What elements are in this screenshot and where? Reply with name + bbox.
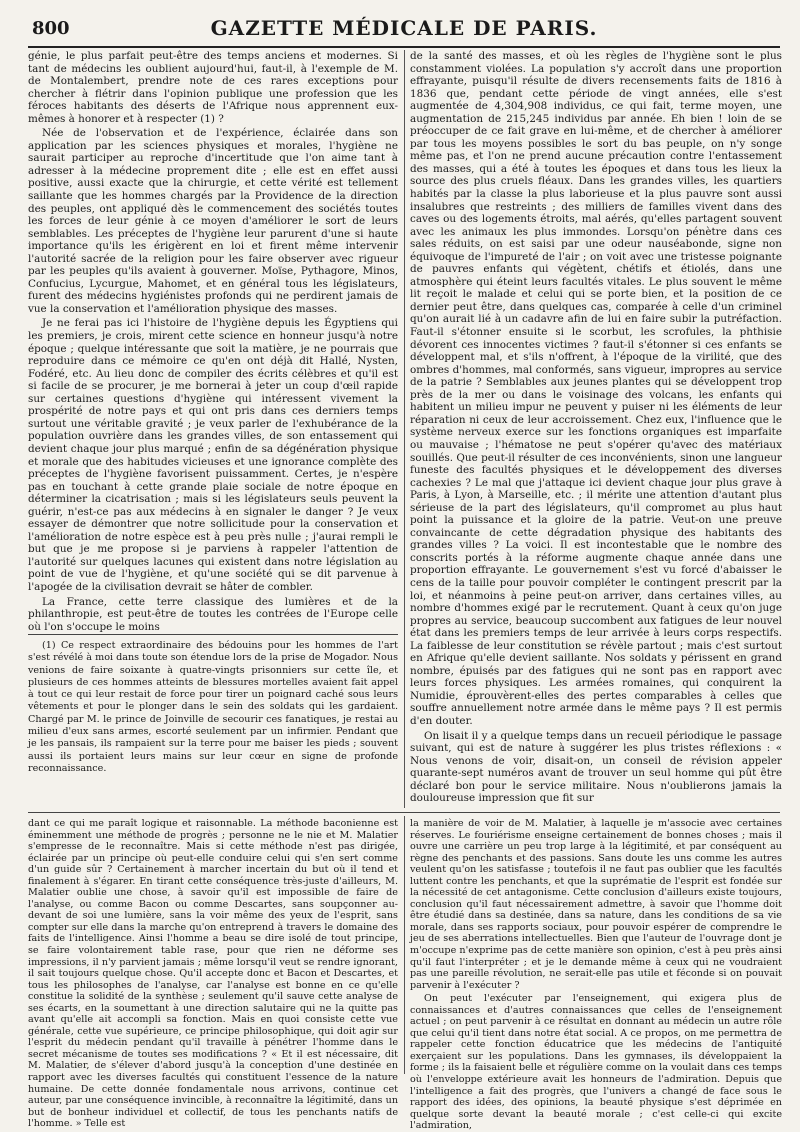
footnote-text: (1) Ce respect extraordinaire des bédouins pour les hommes de l'art s'est révélé à moi dans toute son étendue lors de la prise de Mogador. Nous venions de faire soixante à quatre-vingts prisonniers sur cette île, et plusieurs de ces hommes atteints de blessures mortelles avaient fait appel à tout ce qui leur restait de force pour tirer un poignard caché sous leurs vêtements et pour le plonger dans le sein des soldats qui les gardaient. Chargé par M. le prince de Joinville de secourir ces fanatiques, je restai au milieu d'eux sans armes, escorté seulement par un infirmier. Pendant que je les pansais, ils rampaient sur la terre pour me baiser les pieds ; souvent aussi ils portaient leurs mains sur leur cœur en signe de profonde reconnaissance. <box>28 640 398 774</box>
paragraph: Née de l'observation et de l'expérience, éclairée dans son application par les sciences physiques et morales, l'hygiène ne saurait participer au reproche d'incertitude que l'on aime tant à adresser à la médecine proprement dite ; elle est en effet aussi positive, aussi exacte que la chirurgie, et cette vérité est tellement saillante que les hommes chargés par la Providence de la direction des peuples, ont appliqué dès le commencement des sociétés toutes les forces de leur génie à ce moyen d'améliorer le sort de leurs semblables. Les préceptes de l'hygiène leur parurent d'une si haute importance qu'ils les érigèrent en loi et firent même intervenir l'autorité sacrée de la religion pour les faire observer avec rigueur par les peuples qu'ils avaient à gouverner. Moïse, Pythagore, Minos, Confucius, Lycurgue, Mahomet, et en général tous les législateurs, furent des médecins hygiénistes profonds qui ne perdirent jamais de vue la conservation et l'amélioration physique des masses. <box>28 127 398 315</box>
column-divider <box>404 816 405 1074</box>
column-bottom-right <box>410 818 782 1132</box>
footnote <box>28 640 398 805</box>
paragraph: dant ce qui me paraît logique et raisonnable. La méthode baconienne est éminemment une méthode de progrès ; personne ne le nie et M. Malatier s'empresse de le reconnaître. Mais si cette méthode n'est pas dirigée, éclairée par un principe où peut-elle conduire celui qui s'en sert comme d'un guide sûr ? Certainement à marcher incertain du but où il tend et finalement à s'égarer. En tirant cette conséquence très-juste d'ailleurs, M. Malatier oublie une chose, à savoir qu'il est impossible de faire de l'analyse, ou comme Bacon ou comme Descartes, sans soupçonner au-devant de soi une lumière, sans la voir même des yeux de l'esprit, sans compter sur elle dans la marche qu'on entreprend à travers le domaine des faits de l'intelligence. Ainsi l'homme a beau se dire isolé de tout principe, se faire volontairement table rase, pour que rien ne déforme ses impressions, il n'y parvient jamais ; même lorsqu'il veut se rendre ignorant, il sait toujours quelque chose. Qu'il accepte donc et Bacon et Descartes, et tous les philosophes de l'analyse, car l'analyse est bonne en ce qu'elle constitue la solidité de la synthèse ; seulement qu'il sauve cette analyse de ses écarts, en la soumettant à une direction salutaire qui ne la quitte pas avant qu'elle ait accompli sa fonction. Mais en quoi consiste cette vue générale, cette vue supérieure, ce principe philosophique, qui doit agir sur l'esprit du médecin pendant qu'il travaille à pénétrer l'homme dans le secret mécanisme de toutes ses modifications ? « Et il est nécessaire, dit M. Malatier, de s'élever d'abord jusqu'à la conception d'une destinée en rapport avec les diverses facultés qui constituent l'essence de la nature humaine. De cette donnée fondamentale nous arrivons, continue cet auteur, par une conséquence invincible, à reconnaître la légitimité, dans un but de bonheur individuel et collectif, de tous les penchants natifs de l'homme. » Telle est <box>28 818 398 1130</box>
paragraph: Je ne ferai pas ici l'histoire de l'hygiène depuis les Égyptiens qui les premiers, je crois, mirent cette science en honneur jusqu'à notre époque ; quelque intéressante que soit la matière, je ne pourrais que reproduire dans ce mémoire ce qu'en ont déjà dit Hallé, Nysten, Fodéré, etc. Au lieu donc de compiler des écrits célèbres et qu'il est si facile de se procurer, je me bornerai à jeter un coup d'œil rapide sur certaines questions d'hygiène qui intéressent vivement la prospérité de notre pays et qui ont pris dans ces derniers temps surtout une véritable gravité ; je veux parler de l'exhubérance de la population ouvrière dans les grandes villes, de son entassement qui devient chaque jour plus marqué ; enfin de sa dégénération physique et morale que des habitudes vicieuses et une ignorance complète des préceptes de l'hygiène favorisent puissamment. Certes, je n'espère pas en touchant à cette grande plaie sociale de notre époque en déterminer la cicatrisation ; mais si les législateurs seuls peuvent la guérir, n'est-ce pas aux médecins à en signaler le danger ? Je veux essayer de démontrer que notre sollicitude pour la conservation et l'amélioration de notre espèce est à peu près nulle ; j'aurai rempli le but que je me propose si je parviens à rappeler l'attention de l'autorité sur quelques lacunes qui existent dans notre législation au point de vue de l'hygiène, et qu'une société qui se dit parvenue à l'apogée de la civilisation devrait se hâter de combler. <box>28 317 398 593</box>
paragraph: On lisait il y a quelque temps dans un recueil périodique le passage suivant, qui est de nature à suggérer les plus tristes réflexions : « Nous venons de voir, disait-on, un conseil de révision appeler quarante-sept numéros avant de trouver un seul homme qui pût être déclaré bon pour le service militaire. Nous n'oublierons jamais la douloureuse impression que fit sur <box>410 729 782 805</box>
footnote-rule <box>28 634 398 635</box>
paragraph: génie, le plus parfait peut-être des temps anciens et modernes. Si tant de médecins les oublient aujourd'hui, faut-il, à l'exemple de M. de Montalembert, prendre note de ces rares exceptions pour chercher à flétrir dans l'opinion publique une profession que les féroces habitants des déserts de l'Afrique nous apprennent eux-mêmes à honorer et à respecter (1) ? <box>28 50 398 125</box>
column-divider <box>404 50 405 808</box>
page-header <box>28 8 780 48</box>
column-top-left <box>28 50 398 633</box>
paragraph: On peut l'exécuter par l'enseignement, qui exigera plus de connaissances et d'autres connaissances que celles de l'enseignement actuel ; on peut parvenir à ce résultat en donnant au médecin un autre rôle que celui qu'il tient dans notre état social. A ce propos, on me permettra de rappeler cette fonction éducatrice que les médecins de l'antiquité exerçaient sur les populations. Dans les gymnases, ils développaient la forme ; ils la faisaient belle et régulière comme on la voulait dans ces temps où l'enveloppe extérieure avait les honneurs de l'admiration. Depuis que l'intelligence a fait des progrès, que l'univers a changé de face sous le rapport des idées, des opinions, la beauté physique s'est déprimée en quelque sorte devant la beauté morale ; c'est celle-ci qui excite l'admiration, <box>410 993 782 1132</box>
section-rule <box>28 812 780 813</box>
page-number: 800 <box>32 18 70 39</box>
journal-title: GAZETTE MÉDICALE DE PARIS. <box>210 16 598 40</box>
paragraph: la manière de voir de M. Malatier, à laquelle je m'associe avec certaines réserves. Le fouriérisme enseigne certainement de bonnes choses ; mais il ouvre une carrière un peu trop large à la légitimité, et par conséquent au règne des penchants et des passions. Sans doute les uns comme les autres veulent qu'on les satisfasse ; toutefois il ne faut pas oublier que les facultés luttent contre les penchants, et que la suprématie de l'esprit est fondée sur la nécessité de cet antagonisme. Cette conclusion d'ailleurs existe toujours, conclusion qu'il faut nécessairement admettre, à savoir que l'homme doit être étudié dans sa destinée, dans sa nature, dans les conditions de sa vie morale, dans ses rapports sociaux, pour pouvoir espérer de comprendre le jeu de ses aberrations intellectuelles. Bien que l'auteur de l'ouvrage dont je m'occupe n'exprime pas de cette manière son opinion, c'est à peu près ainsi qu'il faut l'interpréter ; et je le demande même à ceux qui ne voudraient pas une pareille révolution, ne serait-elle pas utile et féconde si on pouvait parvenir à l'exécuter ? <box>410 818 782 991</box>
column-top-right <box>410 50 782 808</box>
column-bottom-left <box>28 818 398 1130</box>
paragraph: de la santé des masses, et où les règles de l'hygiène sont le plus constamment violées. La population s'y accroît dans une proportion effrayante, puisqu'il résulte de divers recensements faits de 1816 à 1836 que, pendant cette période de vingt années, elle s'est augmentée de 4,304,908 individus, ce qui fait, terme moyen, une augmentation de 215,245 individus par année. Eh bien ! loin de se préoccuper de ce fait grave en lui-même, et de chercher à améliorer par tous les moyens possibles le sort du bas peuple, on n'y songe même pas, et l'on ne prend aucune précaution contre l'entassement des masses, qui a été à toutes les époques et dans tous les lieux la source des plus cruels fléaux. Dans les grandes villes, les quartiers habités par la classe la plus laborieuse et la plus pauvre sont aussi insalubres que restreints ; des milliers de familles vivent dans des caves ou des logements étroits, mal aérés, qu'elles partagent souvent avec les animaux les plus immondes. Lorsqu'on pénètre dans ces sales réduits, on est saisi par une odeur nauséabonde, signe non équivoque de l'impureté de l'air ; on voit avec une tristesse poignante de pauvres enfants qui végètent, chétifs et étiolés, dans une atmosphère qui éteint leurs facultés vitales. Le plus souvent le même lit reçoit le malade et celui qui se porte bien, et la position de ce dernier peut être, dans quelques cas, comparée à celle d'un criminel qu'on aurait lié à un cadavre afin de lui en faire subir la putréfaction. Faut-il s'étonner ensuite si le scorbut, les scrofules, la phthisie dévorent ces innocentes victimes ? faut-il s'étonner si ces enfants se développent mal, et s'ils n'offrent, à l'époque de la virilité, que des ombres d'hommes, mal conformés, sans vigueur, impropres au service de la patrie ? Semblables aux jeunes plantes qui se développent trop près de la mer ou dans le voisinage des volcans, les enfants qui habitent un milieu impur ne peuvent y puiser ni les éléments de leur réparation ni ceux de leur accroissement. Chez eux, l'influence que le système nerveux exerce sur les fonctions organiques est imparfaite ou mauvaise ; l'hématose ne peut s'opérer qu'avec des matériaux souillés. Que peut-il résulter de ces inconvénients, sinon une langueur funeste des facultés physiques et le développement des diverses cachexies ? Le mal que j'attaque ici devient chaque jour plus grave à Paris, à Lyon, à Marseille, etc. ; il mérite une attention d'autant plus sérieuse de la part des législateurs, qu'il compromet au plus haut point la puissance et la gloire de la patrie. Veut-on une preuve convaincante de cette dégradation physique des habitants des grandes villes ? La voici. Il est incontestable que le nombre des conscrits portés à la réforme augmente chaque année dans une proportion effrayante. Le gouvernement s'est vu forcé d'abaisser le cens de la taille pour pouvoir compléter le contingent prescrit par la loi, et néanmoins à peine peut-on arriver, dans certaines villes, au nombre d'hommes exigé par le recrutement. Quant à ceux qu'on juge propres au service, beaucoup succombent aux fatigues de leur nouvel état dans les premiers temps de leur arrivée à leurs corps respectifs. La faiblesse de leur constitution se révèle partout ; mais c'est surtout en Afrique qu'elle devient saillante. Nos soldats y périssent en grand nombre, épuisés par des fatigues qui ne sont pas en rapport avec leurs forces physiques. Les armées romaines, qui conquirent la Numidie, éprouvèrent-elles des pertes comparables à celles que souffre annuellement notre armée dans le même pays ? Il est permis d'en douter. <box>410 50 782 727</box>
paragraph: La France, cette terre classique des lumières et de la philanthropie, est peut-être de toutes les contrées de l'Europe celle où l'on s'occupe le moins <box>28 595 398 633</box>
